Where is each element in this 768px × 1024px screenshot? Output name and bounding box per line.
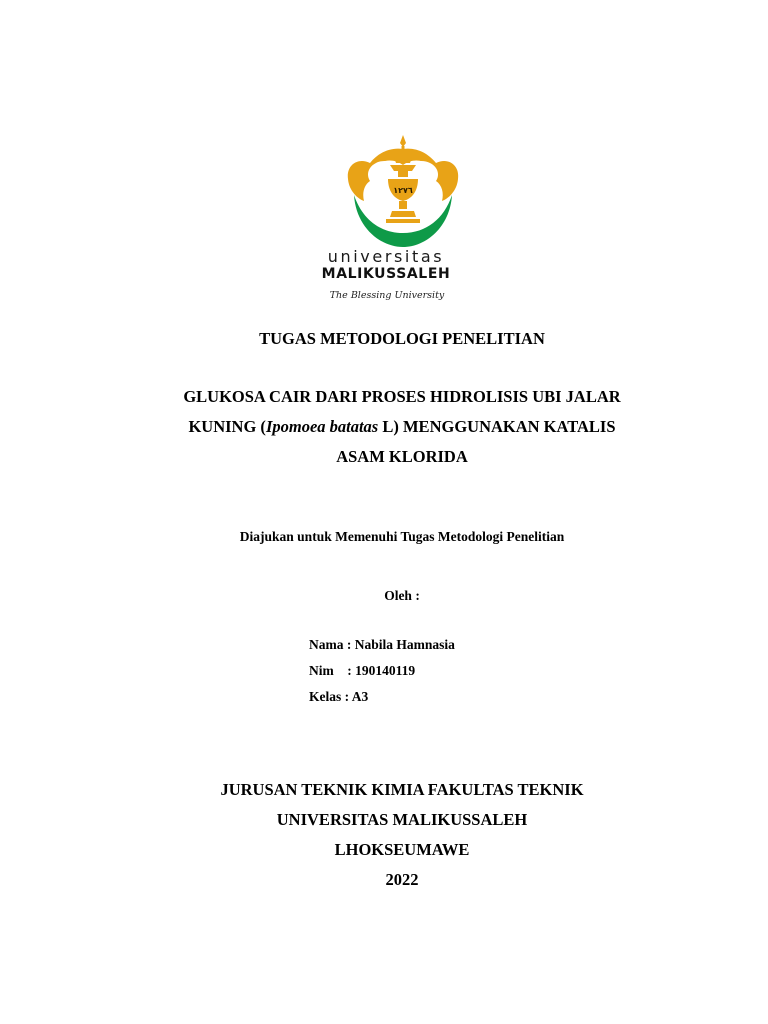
thesis-title-line-2-end: L) MENGGUNAKAN KATALIS [378,417,616,436]
thesis-title-line-2-start: KUNING ( [188,417,266,436]
student-nim: Nim : 190140119 [309,663,416,678]
student-class: Kelas : A3 [309,689,369,704]
assignment-title: TUGAS METODOLOGI PENELITIAN [259,329,545,348]
species-name: Ipomoea batatas [265,417,379,436]
student-name: Nama : Nabila Hamnasia [309,637,455,652]
university-logo-icon [340,135,466,253]
university-name: UNIVERSITAS MALIKUSSALEH [276,810,528,829]
logo-tagline: The Blessing University [329,290,445,301]
logo-university-name: MALIKUSSALEH [321,266,451,282]
logo-emblem-text: ١٢٧٦ [393,186,413,195]
purpose-statement: Diajukan untuk Memenuhi Tugas Metodologi Penelitian [239,529,565,544]
by-label: Oleh : [384,588,420,603]
logo-word-universitas: universitas [327,247,445,266]
thesis-title-line-1: GLUKOSA CAIR DARI PROSES HIDROLISIS UBI JALAR [183,387,621,406]
logo-graphic [340,135,466,253]
thesis-title-line-2 [0,417,768,437]
year: 2022 [385,870,419,889]
department-name: JURUSAN TEKNIK KIMIA FAKULTAS TEKNIK [220,780,584,799]
thesis-title-line-3: ASAM KLORIDA [336,447,468,466]
city-name: LHOKSEUMAWE [334,840,470,859]
